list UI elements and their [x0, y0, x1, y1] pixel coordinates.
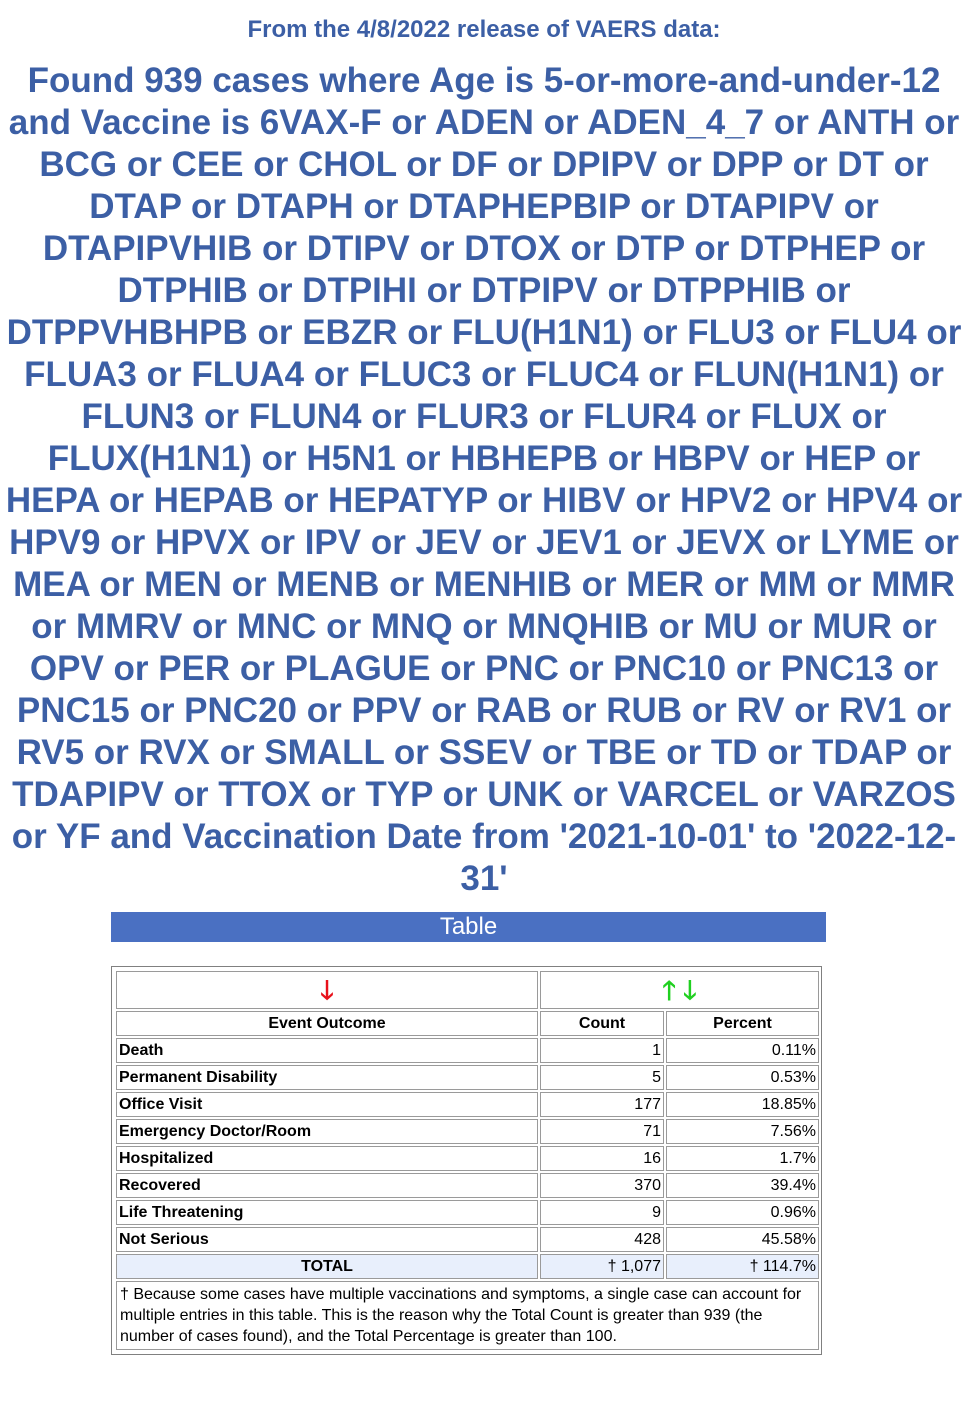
- row-percent: 45.58%: [666, 1227, 819, 1252]
- table-row: [116, 1173, 819, 1198]
- row-percent: 0.11%: [666, 1038, 819, 1063]
- results-table-container: [111, 966, 822, 1355]
- column-header-row: [116, 1011, 819, 1036]
- row-outcome: Emergency Doctor/Room: [116, 1119, 538, 1144]
- sort-down-arrow-icon[interactable]: 🡓: [320, 975, 334, 1005]
- row-outcome: Death: [116, 1038, 538, 1063]
- column-header-percent: Percent: [666, 1011, 819, 1036]
- total-count: † 1,077: [540, 1254, 664, 1279]
- row-count: 71: [540, 1119, 664, 1144]
- row-outcome: Recovered: [116, 1173, 538, 1198]
- row-percent: 1.7%: [666, 1146, 819, 1171]
- row-percent: 7.56%: [666, 1119, 819, 1144]
- table-row: [116, 1038, 819, 1063]
- total-row: [116, 1254, 819, 1279]
- sort-down-arrow-icon[interactable]: 🡓: [683, 975, 697, 1005]
- row-count: 370: [540, 1173, 664, 1198]
- sort-arrow-row: [116, 971, 819, 1009]
- footnote-row: [116, 1281, 819, 1350]
- row-percent: 18.85%: [666, 1092, 819, 1117]
- row-count: 9: [540, 1200, 664, 1225]
- table-row: [116, 1227, 819, 1252]
- row-outcome: Permanent Disability: [116, 1065, 538, 1090]
- row-outcome: Hospitalized: [116, 1146, 538, 1171]
- row-outcome: Not Serious: [116, 1227, 538, 1252]
- release-line: From the 4/8/2022 release of VAERS data:: [247, 16, 721, 43]
- table-row: [116, 1200, 819, 1225]
- column-header-outcome: Event Outcome: [116, 1011, 538, 1036]
- row-count: 428: [540, 1227, 664, 1252]
- results-table: [114, 969, 821, 1352]
- footnote: † Because some cases have multiple vaccinations and symptoms, a single case can account for multiple entries in this table. This is the reason why the Total Count is greater than 939 (the number of cases found), and the Total Percentage is greater than 100.: [116, 1281, 819, 1350]
- table-body: [116, 1038, 819, 1252]
- row-count: 5: [540, 1065, 664, 1090]
- table-row: [116, 1146, 819, 1171]
- row-percent: 0.53%: [666, 1065, 819, 1090]
- table-row: [116, 1119, 819, 1144]
- row-count: 1: [540, 1038, 664, 1063]
- outcome-sort-cell: [116, 971, 538, 1009]
- table-row: [116, 1065, 819, 1090]
- query-headline: Found 939 cases where Age is 5-or-more-and-under-12 and Vaccine is 6VAX-F or ADEN or ADEN_4_7 or ANTH or BCG or CEE or CHOL or DF or DPIPV or DPP or DT or DTAP or DTAPH or DTAPHEPBIP or DTAPIPV or DTAPIPVHIB or DTIPV or DTOX or DTP or DTPHEP or DTPHIB or DTPIHI or DTPIPV or DTPPHIB or DTPPVHBHPB or EBZR or FLU(H1N1) or FLU3 or FLU4 or FLUA3 or FLUA4 or FLUC3 or FLUC4 or FLUN(H1N1) or FLUN3 or FLUN4 or FLUR3 or FLUR4 or FLUX or FLUX(H1N1) or H5N1 or HBHEPB or HBPV or HEP or HEPA or HEPAB or HEPATYP or HIBV or HPV2 or HPV4 or HPV9 or HPVX or IPV or JEV or JEV1 or JEVX or LYME or MEA or MEN or MENB or MENHIB or MER or MM or MMR or MMRV or MNC or MNQ or MNQHIB or MU or MUR or OPV or PER or PLAGUE or PNC or PNC10 or PNC13 or PNC15 or PNC20 or PPV or RAB or RUB or RV or RV1 or RV5 or RVX or SMALL or SSEV or TBE or TD or TDAP or TDAPIPV or TTOX or TYP or UNK or VARCEL or VARZOS or YF and Vaccination Date from '2021-10-01' to '2022-12-31': [5, 61, 963, 898]
- row-count: 16: [540, 1146, 664, 1171]
- column-header-count: Count: [540, 1011, 664, 1036]
- row-percent: 39.4%: [666, 1173, 819, 1198]
- count-sort-cell: [540, 971, 819, 1009]
- table-header-bar: Table: [111, 912, 826, 942]
- row-percent: 0.96%: [666, 1200, 819, 1225]
- total-percent: † 114.7%: [666, 1254, 819, 1279]
- row-count: 177: [540, 1092, 664, 1117]
- row-outcome: Life Threatening: [116, 1200, 538, 1225]
- sort-up-arrow-icon[interactable]: 🡑: [662, 975, 676, 1005]
- total-label: TOTAL: [116, 1254, 538, 1279]
- row-outcome: Office Visit: [116, 1092, 538, 1117]
- table-row: [116, 1092, 819, 1117]
